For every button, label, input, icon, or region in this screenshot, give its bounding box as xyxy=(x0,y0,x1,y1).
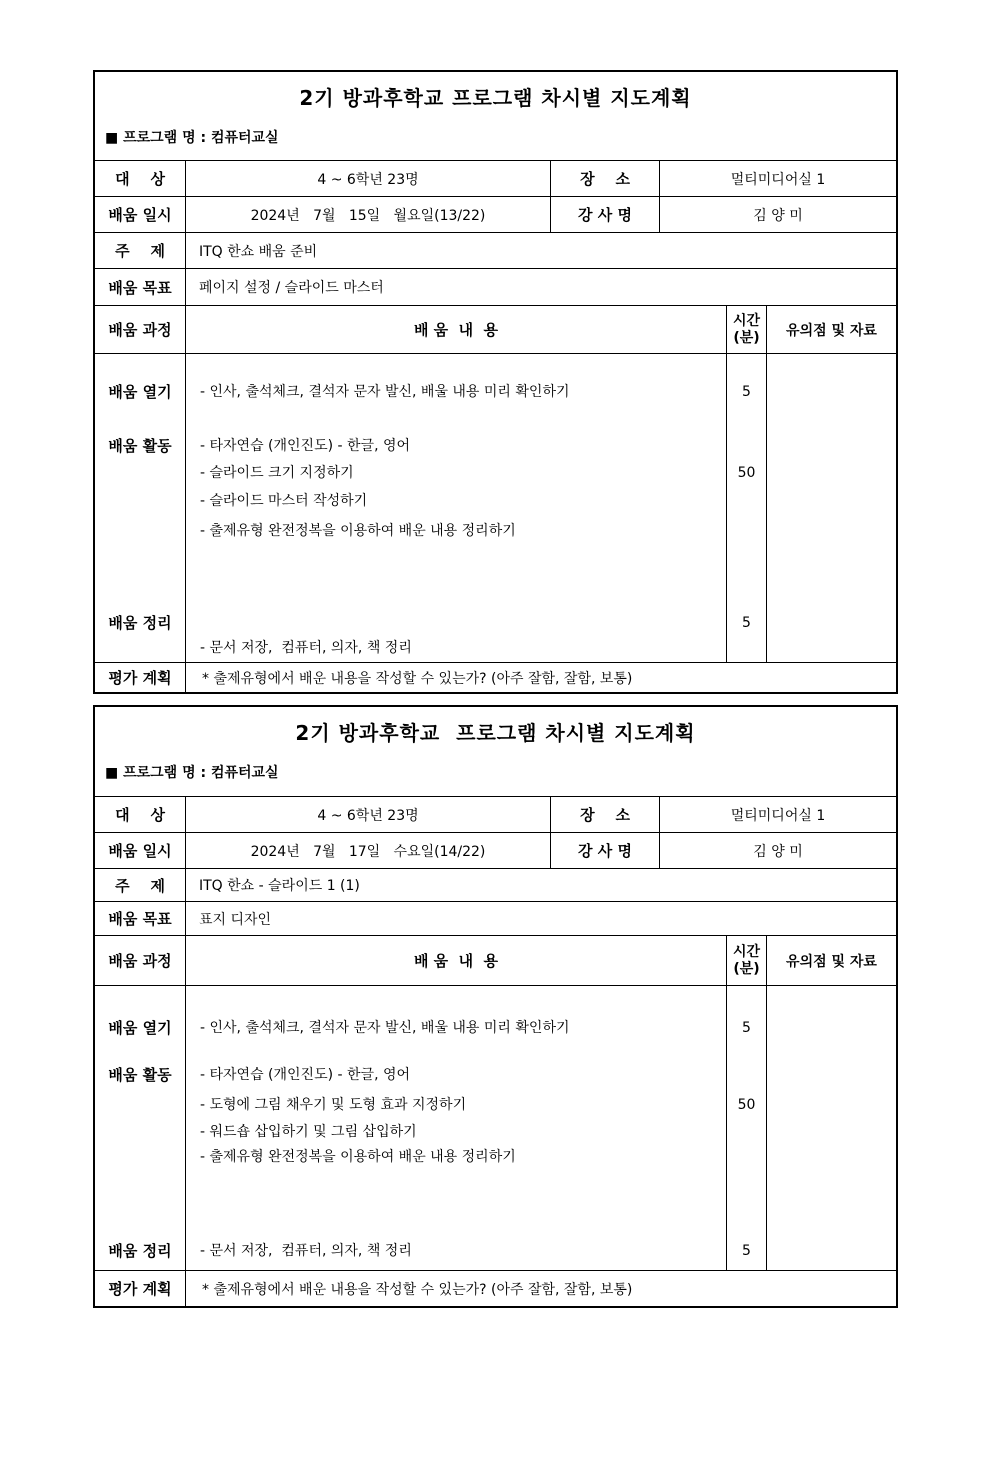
time-column xyxy=(726,354,766,662)
activity-line: - 타자연습 (개인진도) - 한글, 영어 xyxy=(200,438,411,454)
activity-line: - 슬라이드 마스터 작성하기 xyxy=(200,493,368,509)
goal-label: 배움 목표 xyxy=(108,910,172,928)
lesson-plan-table-2 xyxy=(93,705,898,1308)
closing-line: - 문서 저장, 컴퓨터, 의자, 책 정리 xyxy=(200,1243,412,1259)
activity-line: - 타자연습 (개인진도) - 한글, 영어 xyxy=(200,1067,411,1083)
time-header-line1: 시간 xyxy=(732,944,761,961)
program-name: ■ 프로그램 명 : 컴퓨터교실 xyxy=(105,765,279,781)
time-column xyxy=(726,986,766,1270)
instructor-label: 강 사 명 xyxy=(550,833,659,868)
topic-value: ITQ 한쇼 - 슬라이드 1 (1) xyxy=(185,869,896,901)
stage-label-column xyxy=(95,986,185,1270)
opening-label: 배움 열기 xyxy=(108,1019,172,1037)
page-title: 2기 방과후학교 프로그램 차시별 지도계획 xyxy=(295,721,696,745)
time-header-line2: (분) xyxy=(733,329,760,346)
closing-label: 배움 정리 xyxy=(108,614,172,632)
goal-value: 페이지 설정 / 슬라이드 마스터 xyxy=(185,269,896,305)
activity-line: - 워드숍 삽입하기 및 그림 삽입하기 xyxy=(200,1124,417,1140)
target-label: 대 상 xyxy=(115,806,165,824)
title-block xyxy=(95,82,896,160)
target-label: 대 상 xyxy=(115,170,165,188)
datetime-instructor-row xyxy=(95,832,896,868)
target-value: 4 ~ 6학년 23명 xyxy=(185,797,550,832)
target-place-row xyxy=(95,160,896,196)
evaluation-row xyxy=(95,1270,896,1306)
lesson-body-row xyxy=(95,353,896,662)
evaluation-value: * 출제유형에서 배운 내용을 작성할 수 있는가? (아주 잘함, 잘함, 보통) xyxy=(185,1271,896,1306)
activity-line: - 출제유형 완전정복을 이용하여 배운 내용 정리하기 xyxy=(200,1149,516,1165)
notes-column xyxy=(766,986,896,1270)
activity-line: - 출제유형 완전정복을 이용하여 배운 내용 정리하기 xyxy=(200,523,516,539)
place-label: 장 소 xyxy=(550,161,659,196)
datetime-label: 배움 일시 xyxy=(108,842,172,860)
target-place-row xyxy=(95,796,896,832)
place-value: 멀티미디어실 1 xyxy=(659,797,896,832)
process-label: 배움 과정 xyxy=(108,952,172,970)
opening-line: - 인사, 출석체크, 결석자 문자 발신, 배울 내용 미리 확인하기 xyxy=(200,384,570,400)
topic-value: ITQ 한쇼 배움 준비 xyxy=(185,233,896,268)
process-label: 배움 과정 xyxy=(108,321,172,339)
datetime-value: 2024년 7월 15일 월요일(13/22) xyxy=(185,197,550,232)
topic-label: 주 제 xyxy=(115,242,165,260)
evaluation-label: 평가 계획 xyxy=(108,669,172,687)
content-header: 배 움 내 용 xyxy=(185,936,726,985)
process-header-row xyxy=(95,305,896,353)
content-header: 배 움 내 용 xyxy=(185,306,726,353)
notes-column xyxy=(766,354,896,662)
lesson-body-row xyxy=(95,985,896,1270)
page-title: 2기 방과후학교 프로그램 차시별 지도계획 xyxy=(299,86,692,110)
activity-label: 배움 활동 xyxy=(108,1066,172,1084)
closing-line: - 문서 저장, 컴퓨터, 의자, 책 정리 xyxy=(200,640,412,656)
instructor-value: 김 양 미 xyxy=(659,197,896,232)
content-column xyxy=(185,354,726,662)
instructor-value: 김 양 미 xyxy=(659,833,896,868)
datetime-value: 2024년 7월 17일 수요일(14/22) xyxy=(185,833,550,868)
title-block xyxy=(95,717,896,796)
place-label: 장 소 xyxy=(550,797,659,832)
stage-label-column xyxy=(95,354,185,662)
datetime-instructor-row xyxy=(95,196,896,232)
goal-label: 배움 목표 xyxy=(108,278,172,297)
evaluation-label: 평가 계획 xyxy=(108,1280,172,1298)
lesson-plan-table-1 xyxy=(93,70,898,694)
activity-time: 50 xyxy=(737,1097,756,1113)
datetime-label: 배움 일시 xyxy=(108,206,172,224)
topic-label: 주 제 xyxy=(115,876,165,895)
closing-label: 배움 정리 xyxy=(108,1242,172,1260)
time-header xyxy=(726,306,766,353)
opening-time: 5 xyxy=(742,384,751,400)
goal-row xyxy=(95,901,896,935)
target-value: 4 ~ 6학년 23명 xyxy=(185,161,550,196)
evaluation-row xyxy=(95,662,896,692)
goal-row xyxy=(95,268,896,305)
content-column xyxy=(185,986,726,1270)
activity-time: 50 xyxy=(737,465,756,481)
opening-label: 배움 열기 xyxy=(108,383,172,401)
activity-line: - 슬라이드 크기 지정하기 xyxy=(200,465,354,481)
opening-time: 5 xyxy=(742,1020,751,1036)
closing-time: 5 xyxy=(742,615,751,631)
closing-time: 5 xyxy=(742,1243,751,1259)
time-header-line2: (분) xyxy=(733,960,760,977)
evaluation-value: * 출제유형에서 배운 내용을 작성할 수 있는가? (아주 잘함, 잘함, 보통) xyxy=(185,663,896,692)
program-name: ■ 프로그램 명 : 컴퓨터교실 xyxy=(105,130,279,146)
process-header-row xyxy=(95,935,896,985)
topic-row xyxy=(95,232,896,268)
time-header xyxy=(726,936,766,985)
goal-value: 표지 디자인 xyxy=(185,902,896,935)
opening-line: - 인사, 출석체크, 결석자 문자 발신, 배울 내용 미리 확인하기 xyxy=(200,1020,570,1036)
activity-line: - 도형에 그림 채우기 및 도형 효과 지정하기 xyxy=(200,1097,467,1113)
instructor-label: 강 사 명 xyxy=(550,197,659,232)
notes-header: 유의점 및 자료 xyxy=(766,306,896,353)
notes-header: 유의점 및 자료 xyxy=(766,936,896,985)
activity-label: 배움 활동 xyxy=(108,437,172,455)
place-value: 멀티미디어실 1 xyxy=(659,161,896,196)
topic-row xyxy=(95,868,896,901)
time-header-line1: 시간 xyxy=(732,313,761,330)
